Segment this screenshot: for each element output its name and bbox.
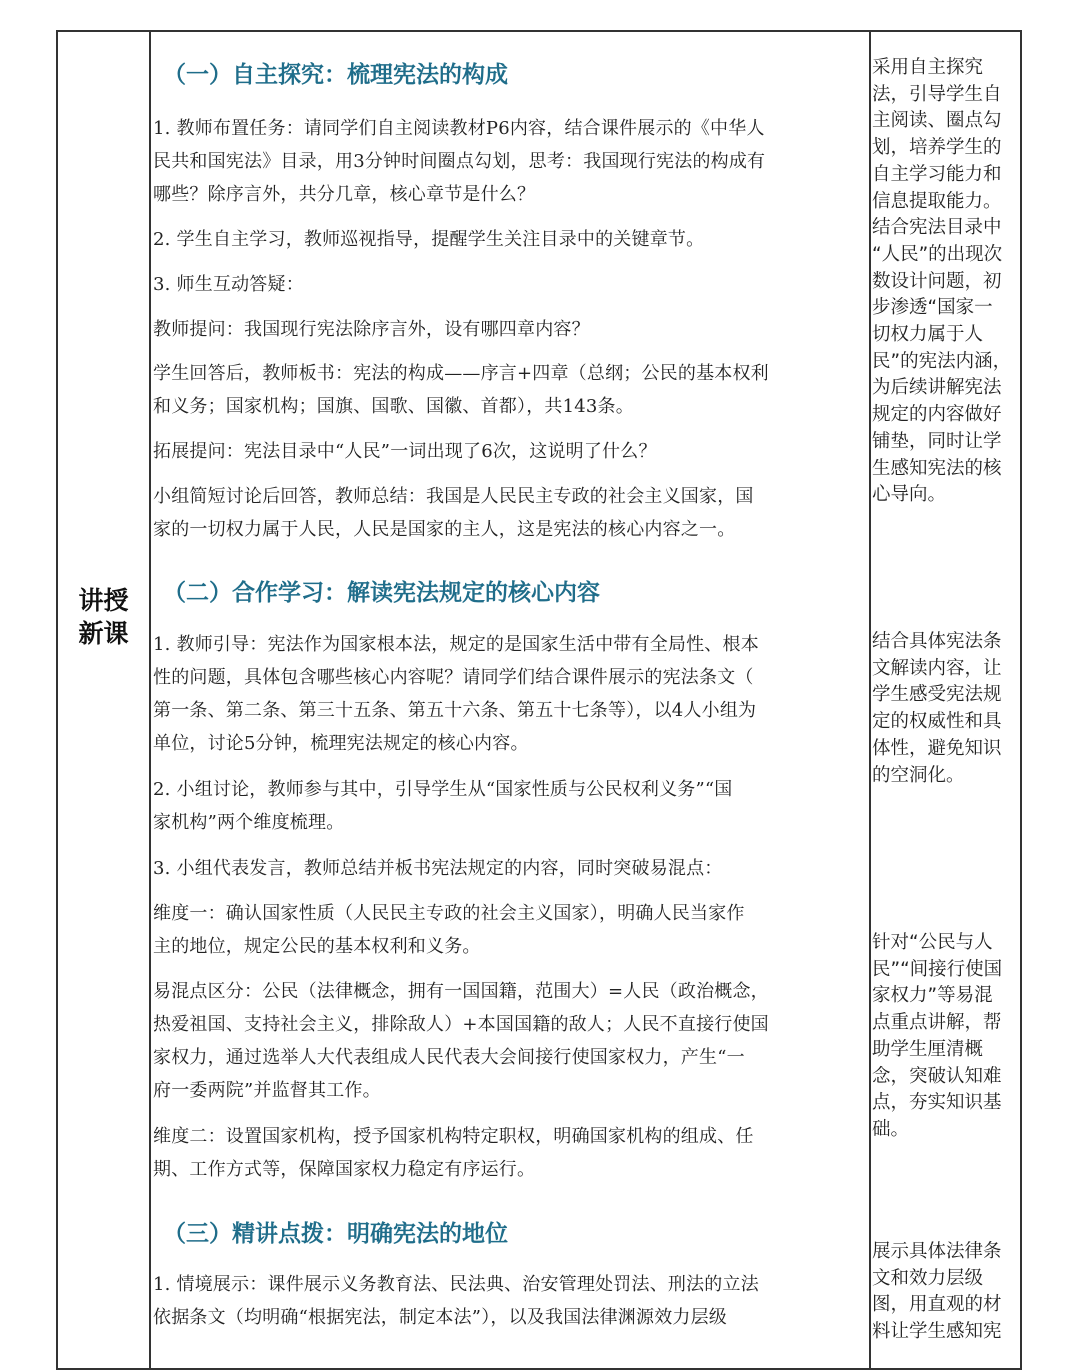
text-line: 和义务；国家机构；国旗、国歌、国徽、首都），共143条。 [153, 396, 634, 417]
note-line: 步渗透“国家一 [872, 297, 993, 319]
paragraph [153, 435, 869, 468]
text-line: 单位，讨论5分钟，梳理宪法规定的核心内容。 [153, 733, 529, 754]
text-line: 依据条文（均明确“根据宪法，制定本法”），以及我国法律渊源效力层级 [153, 1307, 728, 1328]
text-line: 性的问题，具体包含哪些核心内容呢？请同学们结合课件展示的宪法条文（ [153, 667, 754, 688]
note-line: 料让学生感知宪 [872, 1321, 1002, 1343]
text-line: 2. 学生自主学习，教师巡视指导，提醒学生关注目录中的关键章节。 [153, 229, 705, 250]
text-line: 家权力，通过选举人大代表组成人民代表大会间接行使国家权力，产生“一 [153, 1047, 745, 1068]
note-line: 针对“公民与人 [872, 932, 993, 953]
paragraph [153, 852, 869, 885]
note-line: 为后续讲解宪法 [872, 377, 1002, 399]
text-line: 府一委两院”并监督其工作。 [153, 1080, 381, 1101]
paragraph [153, 1268, 869, 1334]
paragraph [153, 480, 869, 546]
text-line: 1. 教师引导：宪法作为国家根本法，规定的是国家生活中带有全局性、根本 [153, 634, 759, 655]
note-line: 主阅读、圈点勾 [872, 110, 1002, 132]
section-heading: （三）精讲点拨：明确宪法的地位 [163, 1220, 508, 1247]
column-divider [149, 32, 151, 1368]
section-heading: （一）自主探究：梳理宪法的构成 [163, 61, 508, 88]
note-line: 采用自主探究 [872, 57, 984, 78]
text-line: 维度二：设置国家机构，授予国家机构特定职权，明确国家机构的组成、任 [153, 1126, 754, 1147]
text-line: 民共和国宪法》目录，用3分钟时间圈点勾划，思考：我国现行宪法的构成有 [153, 151, 766, 172]
note-line: 体性，避免知识 [872, 737, 1002, 759]
text-line: 哪些？除序言外，共分几章，核心章节是什么？ [153, 184, 536, 205]
paragraph [153, 268, 869, 301]
note-line: 图，用直观的材 [872, 1294, 1002, 1316]
note-line: 助学生厘清概 [872, 1038, 984, 1060]
text-line: 维度一：确认国家性质（人民民主专政的社会主义国家），明确人民当家作 [153, 903, 745, 924]
note-line: 生感知宪法的核 [872, 457, 1002, 479]
note-line: 学生感受宪法规 [872, 684, 1002, 706]
design-note [872, 55, 1022, 509]
text-line: 热爱祖国、支持社会主义，排除敌人）+本国国籍的敌人；人民不直接行使国 [153, 1014, 769, 1035]
note-line: 结合具体宪法条 [872, 631, 1002, 652]
note-line: 念，突破认知难 [872, 1065, 1002, 1087]
text-line: 学生回答后，教师板书：宪法的构成——序言+四章（总纲；公民的基本权利 [153, 363, 769, 384]
lesson-table [56, 30, 1022, 1370]
text-line: 3. 小组代表发言，教师总结并板书宪法规定的内容，同时突破易混点： [153, 858, 723, 879]
note-line: 铺垫，同时让学 [872, 430, 1002, 452]
text-line: 教师提问：我国现行宪法除序言外，设有哪四章内容？ [153, 319, 590, 340]
text-line: 2. 小组讨论，教师参与其中，引导学生从“国家性质与公民权利义务”“国 [153, 779, 733, 800]
note-line: 数设计问题，初 [872, 270, 1002, 292]
text-line: 3. 师生互动答疑： [153, 274, 304, 295]
design-note [872, 930, 1022, 1144]
note-line: 定的权威性和具 [872, 711, 1002, 733]
paragraph [153, 897, 869, 963]
note-line: 心导向。 [872, 484, 947, 506]
paragraph [153, 773, 869, 839]
note-line: 文解读内容，让 [872, 657, 1002, 679]
paragraph [153, 628, 869, 760]
note-line: 自主学习能力和 [872, 163, 1002, 185]
note-line: 文和效力层级 [872, 1267, 984, 1289]
paragraph [153, 975, 869, 1107]
text-line: 家的一切权力属于人民，人民是国家的主人，这是宪法的核心内容之一。 [153, 519, 736, 540]
paragraph [153, 1120, 869, 1186]
note-line: 信息提取能力。 [872, 190, 1002, 212]
text-line: 1. 教师布置任务：请同学们自主阅读教材P6内容，结合课件展示的《中华人 [153, 118, 765, 139]
row-label-line: 讲授 [78, 586, 129, 615]
note-line: 点重点讲解，帮 [872, 1012, 1002, 1034]
note-line: 展示具体法律条 [872, 1241, 1002, 1262]
text-line: 主的地位，规定公民的基本权利和义务。 [153, 936, 481, 957]
note-line: 规定的内容做好 [872, 404, 1002, 426]
section-heading: （二）合作学习：解读宪法规定的核心内容 [163, 579, 600, 606]
note-line: 结合宪法目录中 [872, 217, 1002, 239]
note-line: 础。 [872, 1118, 910, 1140]
note-line: 民”的宪法内涵， [872, 350, 1012, 372]
text-line: 易混点区分：公民（法律概念，拥有一国国籍，范围大）=人民（政治概念， [153, 981, 769, 1002]
text-line: 1. 情境展示：课件展示义务教育法、民法典、治安管理处罚法、刑法的立法 [153, 1274, 759, 1295]
paragraph [153, 112, 869, 211]
paragraph [153, 223, 869, 256]
design-note [872, 629, 1022, 789]
row-label-line: 新课 [78, 619, 129, 648]
paragraph [153, 357, 869, 423]
note-line: “人民”的出现次 [872, 243, 1003, 265]
text-line: 家机构”两个维度梳理。 [153, 812, 345, 833]
note-line: 民”“间接行使国 [872, 958, 1003, 980]
note-line: 的空洞化。 [872, 764, 965, 786]
text-line: 小组简短讨论后回答，教师总结：我国是人民民主专政的社会主义国家，国 [153, 486, 754, 507]
column-divider [869, 32, 871, 1368]
note-line: 切权力属于人 [872, 324, 984, 346]
note-line: 法，引导学生自 [872, 83, 1002, 105]
text-line: 拓展提问：宪法目录中“人民”一词出现了6次，这说明了什么？ [153, 441, 657, 462]
row-label [58, 584, 149, 650]
note-line: 划，培养学生的 [872, 137, 1002, 159]
paragraph [153, 313, 869, 346]
note-line: 家权力”等易混 [872, 985, 993, 1007]
design-note [872, 1239, 1022, 1346]
text-line: 第一条、第二条、第三十五条、第五十六条、第五十七条等），以4人小组为 [153, 700, 757, 721]
note-line: 点，夯实知识基 [872, 1092, 1002, 1114]
text-line: 期、工作方式等，保障国家权力稳定有序运行。 [153, 1159, 536, 1180]
